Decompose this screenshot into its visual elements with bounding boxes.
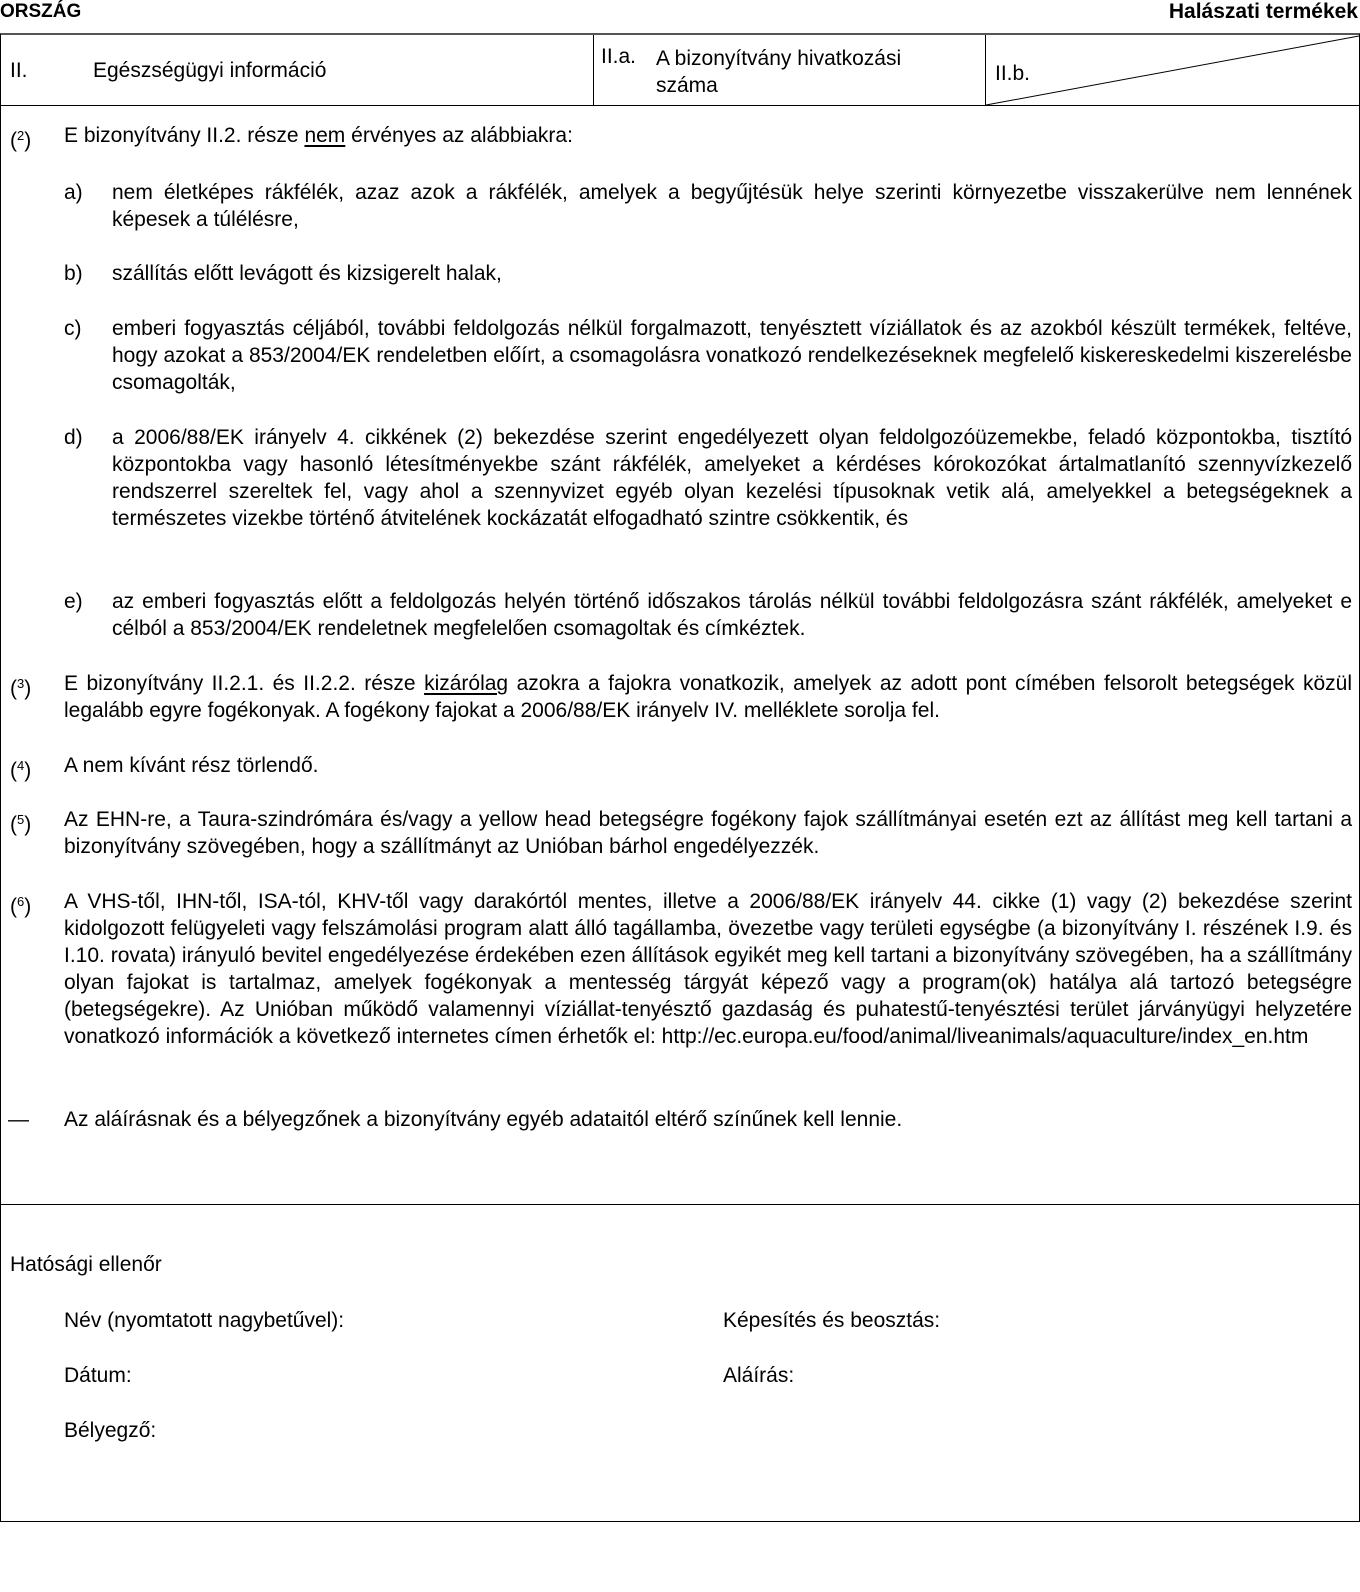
list-item-text: az emberi fogyasztás előtt a feldolgozás helyén történő időszakos tárolás nélkül további feldolgozásra szánt rákfélék, amelyeket e célból a 853/2004/EK rendeletnek megfelelően csomagoltak és címkéztek. [112,590,1352,640]
stamp-field-label: Bélyegző: [64,1419,157,1442]
list-item-text: nem életképes rákfélék, azaz azok a rákfélék, amelyek a begyűjtésük helye szerinti környezetbe visszakerülve nem lennének képesek a túlélésre, [112,181,1352,231]
emphasis-underlined: kizárólag [424,672,509,695]
list-item-marker: e) [64,590,83,613]
section-header [1,35,1359,106]
field-iib-cell [986,35,1359,105]
certificate-frame [0,33,1360,1522]
dash-mark: — [8,1108,29,1131]
list-item-marker: b) [64,262,83,285]
list-item-marker: d) [64,426,83,449]
note-text: Az EHN-re, a Taura-szindrómára és/vagy a yellow head betegségre fogékony fajok szállítmányai esetén ezt az állítást meg kell tartani a bizonyítvány szövegében, hogy a szállítmányt az Unióban bárhol engedélyezzék. [64,808,1352,858]
reference-number-label: A bizonyítvány hivatkozási száma [656,47,902,97]
official-inspector-title: Hatósági ellenőr [10,1253,162,1276]
section-title: Egészségügyi információ [93,59,327,82]
footnote-mark: ($^6$) [10,894,32,918]
reference-number-cell [594,35,986,105]
signature-field-label: Aláírás: [723,1364,795,1387]
date-field-label: Dátum: [64,1364,132,1387]
footnote-mark: ($^3$) [10,676,32,700]
note-text: E bizonyítvány II.2.1. és II.2.2. része kizárólag azokra a fajokra vonatkozik, amelyek az adott pont címében felsorolt betegségek közül legalább egyre fogékonyak. A fogékony fajokat a 2006/88/EK irányelv IV. melléklete sorolja fel. [64,672,1352,722]
qualification-field-label: Képesítés és beosztás: [723,1309,941,1332]
emphasis-underlined: nem [304,124,346,147]
name-field-label: Név (nyomtatott nagybetűvel): [64,1309,345,1332]
note-text: Az aláírásnak és a bélyegzőnek a bizonyítvány egyéb adataitól eltérő színűnek kell lennie. [64,1108,903,1131]
note-text: A VHS-től, IHN-től, ISA-tól, KHV-től vagy darakórtól mentes, illetve a 2006/88/EK irányelv 44. cikke (1) vagy (2) bekezdése szerint kidolgozott felügyeleti vagy felszámolási program alatt álló tagállamba, övezetbe vagy területi egységbe (a bizonyítvány I. részének I.9. és I.10. rovata) irányuló bevitel engedélyezése érdekében ezen állítások egyikét meg kell tartani a bizonyítvány szövegében, ha a szállítmány olyan fajokat is tartalmaz, amelyek fogékonyak a mentesség tárgyát képező vagy a program(ok) hatálya alá tartozó betegségre (betegségekre). Az Unióban működő valamennyi víziállat-tenyésztő gazdaság és puhatestű-tenyésztési terület járványügyi helyzetére vonatkozó információk a következő internetes címen érhetők el: http://ec.europa.eu/food/animal/liveanimals/aquaculture/index_en.htm [64,890,1352,1048]
strike-diagonal [986,35,1359,105]
note-text: A nem kívánt rész törlendő. [64,754,319,777]
list-item-text: szállítás előtt levágott és kizsigerelt halak, [112,262,502,285]
list-item-marker: a) [64,181,83,204]
country-label: ORSZÁG [0,1,82,22]
footnote-mark: ($^5$) [10,812,32,836]
signature-block [1,1205,1359,1592]
section-title-cell [1,35,594,105]
reference-number-code: II.a. [601,45,637,68]
list-item-text: a 2006/88/EK irányelv 4. cikkének (2) bekezdése szerint engedélyezett olyan feldolgozóüzemekbe, feladó központokba, tisztító központokba vagy hasonló létesítményekbe szánt rákfélék, amelyeket a kérdéses kórokozókat ártalmatlanító szennyvízkezelő rendszerrel szereltek fel, vagy ahol a szennyvizet egyéb olyan kezelési típusoknak vetik alá, amelyekkel a betegségeknek a természetes vizekbe történő átvitelének kockázatát elfogadható szintre csökkentik, és [112,426,1352,530]
product-category: Halászati termékek [1168,0,1358,23]
page-topbar [0,0,1360,30]
note-text: E bizonyítvány II.2. része nem érvényes az alábbiakra: [64,124,573,147]
section-number: II. [10,59,28,82]
footnote-mark: ($^2$) [10,128,32,152]
footnote-mark: ($^4$) [10,758,32,782]
field-iib-code: II.b. [995,62,1031,85]
list-item-text: emberi fogyasztás céljából, további feldolgozás nélkül forgalmazott, tenyésztett víziállatok és az azokból készült termékek, feltéve, hogy azokat a 853/2004/EK rendeletben előírt, a csomagolásra vonatkozó rendelkezéseknek megfelelő kiskereskedelmi kiszerelésbe csomagolták, [112,317,1352,394]
list-item-marker: c) [64,317,82,340]
